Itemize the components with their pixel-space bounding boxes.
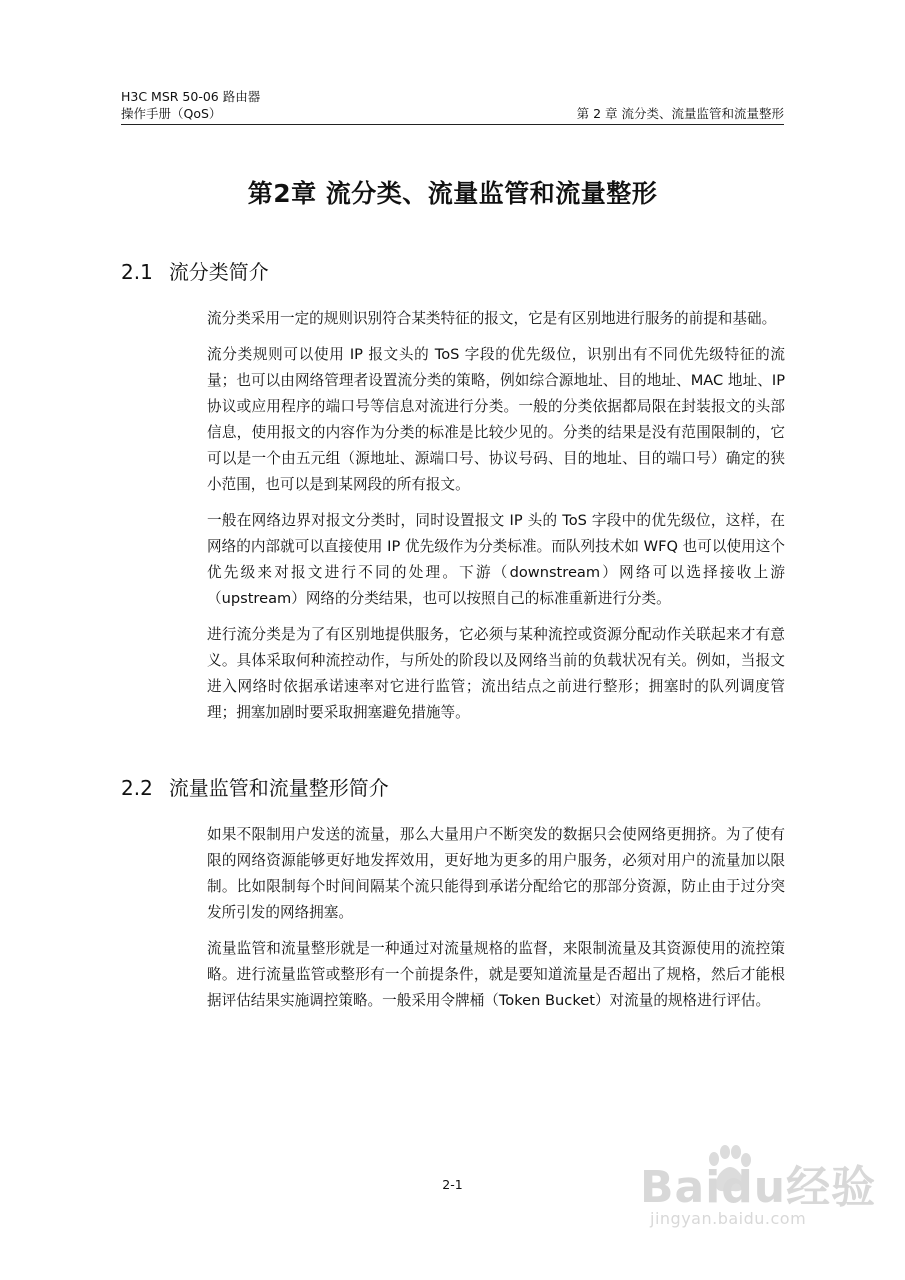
paragraph: 流分类规则可以使用 IP 报文头的 ToS 字段的优先级位，识别出有不同优先级特征的流量；也可以由网络管理者设置流分类的策略，例如综合源地址、目的地址、MAC 地址、IP 协议或应用程序的端口号等信息对流进行分类。一般的分类依据都局限在封装报文的头部信息，使用报文的内容作为分类的标准是比较少见的。分类的结果是没有范围限制的，它可以是一个由五元组（源地址、源端口号、协议号码、目的地址、目的端口号）确定的狭小范围，也可以是到某网段的所有报文。	[207, 346, 785, 493]
paragraph: 流量监管和流量整形就是一种通过对流量规格的监督，来限制流量及其资源使用的流控策略。进行流量监管或整形有一个前提条件，就是要知道流量是否超出了规格，然后才能根据评估结果实施调控策略。一般采用令牌桶（Token Bucket）对流量的规格进行评估。	[207, 940, 785, 1009]
section-number: 2.2	[121, 776, 153, 800]
chapter-title: 第2章 流分类、流量监管和流量整形	[247, 179, 658, 208]
section-title-text: 流分类简介	[168, 260, 269, 284]
paragraph: 如果不限制用户发送的流量，那么大量用户不断突发的数据只会使网络更拥挤。为了使有限的网络资源能够更好地发挥效用，更好地为更多的用户服务，必须对用户的流量加以限制。比如限制每个时间间隔某个流只能得到承诺分配给它的那部分资源，防止由于过分突发所引发的网络拥塞。	[207, 826, 785, 921]
header-manual: 操作手册（QoS）	[121, 106, 222, 121]
header-chapter-ref: 第 2 章 流分类、流量监管和流量整形	[576, 106, 784, 121]
header-left	[121, 88, 260, 122]
section-number: 2.1	[121, 260, 153, 284]
section-2-1-body	[207, 306, 785, 736]
section-2-2-body	[207, 822, 785, 1024]
watermark-logo-text: Baidu经验	[640, 1162, 877, 1213]
paragraph: 一般在网络边界对报文分类时，同时设置报文 IP 头的 ToS 字段中的优先级位，这样，在网络的内部就可以直接使用 IP 优先级作为分类标准。而队列技术如 WFQ 也可以使用这个优先级来对报文进行不同的处理。下游（downstream）网络可以选择接收上游（upstream）网络的分类结果，也可以按照自己的标准重新进行分类。	[207, 512, 785, 607]
section-heading-2-1	[121, 256, 269, 285]
running-header	[121, 88, 784, 125]
page-number: 2-1	[442, 1177, 463, 1192]
paragraph: 流分类采用一定的规则识别符合某类特征的报文，它是有区别地进行服务的前提和基础。	[207, 310, 777, 327]
paragraph: 进行流分类是为了有区别地提供服务，它必须与某种流控或资源分配动作关联起来才有意义。具体采取何种流控动作，与所处的阶段以及网络当前的负载状况有关。例如，当报文进入网络时依据承诺速率对它进行监管；流出结点之前进行整形；拥塞时的队列调度管理；拥塞加剧时要采取拥塞避免措施等。	[207, 626, 785, 721]
section-heading-2-2	[121, 772, 389, 801]
watermark-url: jingyan.baidu.com	[650, 1209, 807, 1228]
watermark	[640, 1145, 880, 1255]
header-product: H3C MSR 50-06 路由器	[121, 89, 261, 104]
section-title-text: 流量监管和流量整形简介	[168, 776, 389, 800]
